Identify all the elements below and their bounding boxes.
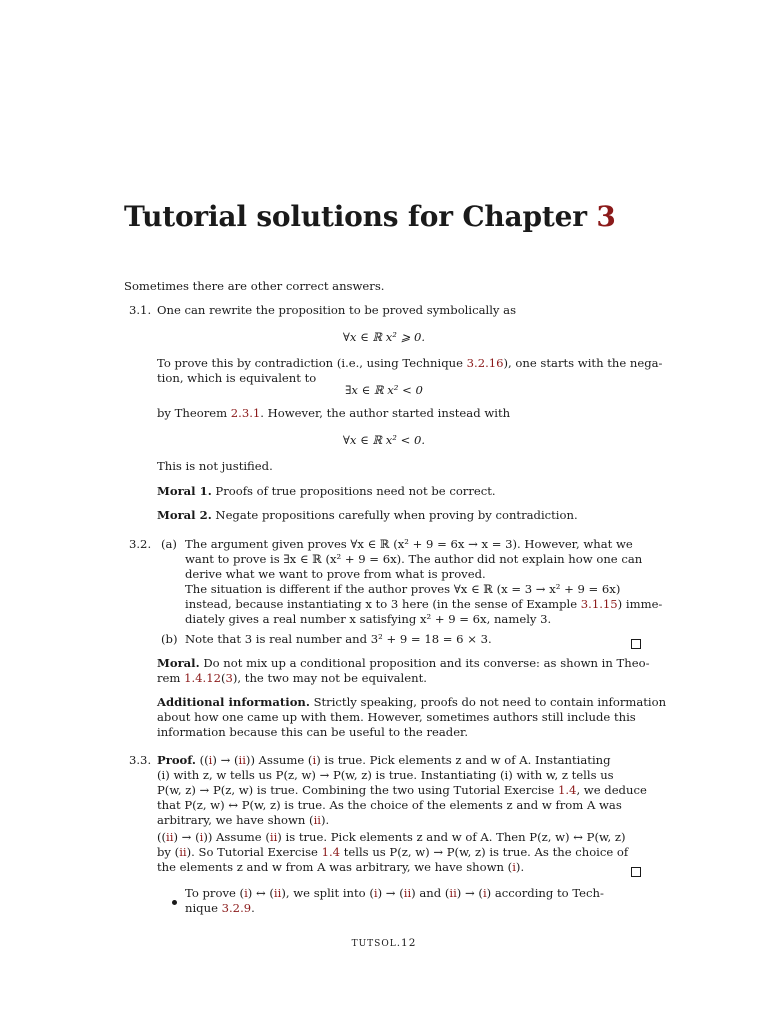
technique-ref-link[interactable]: 3.2.9 xyxy=(221,901,252,915)
part-a-label: (a) xyxy=(161,537,177,551)
s33-line6: ((ii) → (i)) Assume (ii) is true. Pick elements z and w of A. Then P(z, w) ↔ P(w, z) xyxy=(157,830,626,844)
part-b-label: (b) xyxy=(161,632,178,646)
s33-line4: that P(z, w) ↔ P(w, z) is true. As the choice of the elements z and w from A was xyxy=(157,798,622,812)
s33-line1: Proof. ((i) → (ii)) Assume (i) is true. Pick elements z and w of A. Instantiating xyxy=(157,753,611,767)
exercise-ref-link[interactable]: 1.4 xyxy=(321,845,341,859)
s32-moral-line1: Moral. Do not mix up a conditional proposition and its converse: as shown in Theo- xyxy=(157,656,650,670)
s31-line4: by Theorem 2.3.1. However, the author started instead with xyxy=(157,406,511,420)
s31-line3: tion, which is equivalent to xyxy=(157,371,317,385)
s31-line5: This is not justified. xyxy=(157,459,273,473)
s31-equation-1: ∀x ∈ ℝ x² ⩾ 0. xyxy=(342,330,426,344)
s32-a-line2: want to prove is ∃x ∈ ℝ (x² + 9 = 6x). The author did not explain how one can xyxy=(185,552,643,566)
s33-line5: arbitrary, we have shown (ii). xyxy=(157,813,330,827)
item-i-link[interactable]: i xyxy=(199,830,204,844)
qed-symbol xyxy=(631,862,641,881)
s32-moral-line2: rem 1.4.12(3), the two may not be equivalent. xyxy=(157,671,427,685)
item-ii-link[interactable]: ii xyxy=(449,886,457,900)
item-ref-link[interactable]: 3 xyxy=(225,671,233,685)
item-i-link[interactable]: i xyxy=(373,886,378,900)
item-i-link[interactable]: i xyxy=(244,886,248,900)
intro-text: Sometimes there are other correct answers. xyxy=(124,279,385,293)
item-i-link[interactable]: i xyxy=(482,886,487,900)
item-i-link[interactable]: i xyxy=(208,753,213,767)
s32-b-line1: Note that 3 is real number and 3² + 9 = 18 = 6 × 3. xyxy=(185,632,492,646)
page-title xyxy=(124,200,616,234)
s31-equation-3: ∀x ∈ ℝ x² < 0. xyxy=(342,433,426,447)
example-ref-link[interactable]: 3.1.15 xyxy=(580,597,618,611)
item-i-link[interactable]: i xyxy=(512,860,516,874)
technique-ref-link[interactable]: 3.2.16 xyxy=(466,356,504,370)
additional-info-line1: Additional information. Strictly speaking, proofs do not need to contain information xyxy=(157,695,667,709)
s32-a-line4: The situation is different if the author proves ∀x ∈ ℝ (x = 3 → x² + 9 = 6x) xyxy=(185,582,621,596)
title-text: Tutorial solutions for Chapter xyxy=(124,200,587,233)
moral-2: Moral 2. Negate propositions carefully when proving by contradiction. xyxy=(157,508,578,522)
solution-number-3-1: 3.1. xyxy=(129,303,152,317)
exercise-ref-link[interactable]: 1.4 xyxy=(557,783,577,797)
moral-1: Moral 1. Proofs of true propositions need not be correct. xyxy=(157,484,496,498)
solution-number-3-2: 3.2. xyxy=(129,537,152,551)
s33-line3: P(w, z) → P(z, w) is true. Combining the two using Tutorial Exercise 1.4, we deduce xyxy=(157,783,647,797)
additional-info-line3: information because this can be useful to the reader. xyxy=(157,725,469,739)
item-ii-link[interactable]: ii xyxy=(269,830,278,844)
solution-number-3-3: 3.3. xyxy=(129,753,152,767)
s33-line2: (i) with z, w tells us P(z, w) → P(w, z) is true. Instantiating (i) with w, z tells us xyxy=(157,768,614,782)
s33-line7: by (ii). So Tutorial Exercise 1.4 tells us P(z, w) → P(w, z) is true. As the choice of xyxy=(157,845,629,859)
s31-equation-2: ∃x ∈ ℝ x² < 0 xyxy=(345,383,423,397)
s33-line8: the elements z and w from A was arbitrary, we have shown (i). xyxy=(157,860,525,874)
bullet-line2: nique 3.2.9. xyxy=(185,901,255,915)
item-ii-link[interactable]: ii xyxy=(273,886,282,900)
bullet-line1: To prove (i) ↔ (ii), we split into (i) → (ii) and (ii) → (i) according to Tech- xyxy=(185,886,604,900)
s31-line1: One can rewrite the proposition to be proved symbolically as xyxy=(157,303,517,317)
item-i-link[interactable]: i xyxy=(312,753,317,767)
item-ii-link[interactable]: ii xyxy=(238,753,246,767)
s32-a-line3: derive what we want to prove from what is proved. xyxy=(185,567,486,581)
qed-symbol xyxy=(631,634,641,653)
s32-a-line6: diately gives a real number x satisfying x² + 9 = 6x, namely 3. xyxy=(185,612,552,626)
item-ii-link[interactable]: ii xyxy=(179,845,187,859)
bullet-icon xyxy=(172,890,177,909)
item-ii-link[interactable]: ii xyxy=(166,830,174,844)
item-ii-link[interactable]: ii xyxy=(403,886,412,900)
theorem-ref-link[interactable]: 2.3.1 xyxy=(230,406,261,420)
s31-line2: To prove this by contradiction (i.e., using Technique 3.2.16), one starts with the nega- xyxy=(157,356,663,370)
additional-info-line2: about how one came up with them. However, sometimes authors still include this xyxy=(157,710,636,724)
s32-a-line5: instead, because instantiating x to 3 here (in the sense of Example 3.1.15) imme- xyxy=(185,597,663,611)
theorem-ref-link-2[interactable]: 1.4.12 xyxy=(184,671,221,685)
chapter-number-link[interactable]: 3 xyxy=(596,200,616,233)
page-footer: TUTSOL.12 xyxy=(351,937,417,949)
item-ii-link[interactable]: ii xyxy=(313,813,321,827)
s32-a-line1: The argument given proves ∀x ∈ ℝ (x² + 9 = 6x → x = 3). However, what we xyxy=(185,537,633,551)
